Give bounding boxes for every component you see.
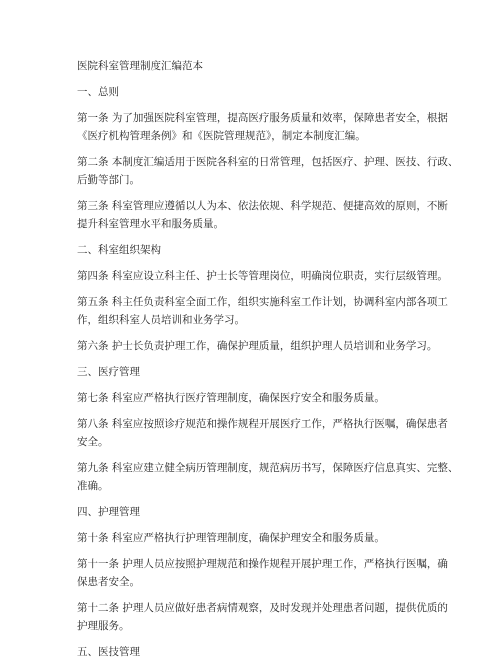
article-paragraph xyxy=(77,415,462,451)
article-paragraph xyxy=(77,293,462,329)
text-line: 第九条 科室应建立健全病历管理制度，规范病历书写，保障医疗信息真实、完整、 xyxy=(77,462,459,474)
article-paragraph xyxy=(77,109,462,145)
text-line: 第十二条 护理人员应做好患者病情观察，及时发现并处理患者问题，提供优质的 xyxy=(77,602,448,614)
document-title: 医院科室管理制度汇编范本 xyxy=(77,60,203,72)
section-heading xyxy=(77,363,462,381)
article-paragraph xyxy=(77,197,462,233)
text-line: 二、科室组织架构 xyxy=(77,244,161,256)
article-paragraph xyxy=(77,389,462,407)
text-line: 后勤等部门。 xyxy=(77,174,140,186)
text-line: 第三条 科室管理应遵循以人为本、依法依规、科学规范、便捷高效的原则，不断 xyxy=(77,200,448,212)
text-line: 第八条 科室应按照诊疗规范和操作规程开展医疗工作，严格执行医嘱，确保患者 xyxy=(77,418,448,430)
text-line: 保患者安全。 xyxy=(77,576,140,588)
text-line: 四、护理管理 xyxy=(77,506,140,518)
text-line: 作，组织科室人员培训和业务学习。 xyxy=(77,314,245,326)
article-paragraph xyxy=(77,529,462,547)
text-line: 第十一条 护理人员应按照护理规范和操作规程开展护理工作，严格执行医嘱，确 xyxy=(77,558,448,570)
section-heading xyxy=(77,83,462,101)
text-line: 一、总则 xyxy=(77,86,119,98)
text-line: 第五条 科主任负责科室全面工作，组织实施科室工作计划，协调科室内部各项工 xyxy=(77,296,448,308)
article-paragraph xyxy=(77,337,462,355)
section-heading xyxy=(77,503,462,521)
text-line: 第四条 科室应设立科主任、护士长等管理岗位，明确岗位职责，实行层级管理。 xyxy=(77,270,448,282)
section-heading xyxy=(77,643,462,661)
text-line: 提升科室管理水平和服务质量。 xyxy=(77,218,224,230)
text-line: 护理服务。 xyxy=(77,620,130,632)
text-line: 准确。 xyxy=(77,480,109,492)
article-paragraph xyxy=(77,459,462,495)
article-paragraph xyxy=(77,599,462,635)
text-line: 第六条 护士长负责护理工作，确保护理质量，组织护理人员培训和业务学习。 xyxy=(77,340,438,352)
article-paragraph xyxy=(77,555,462,591)
document-body xyxy=(77,83,462,661)
article-paragraph xyxy=(77,153,462,189)
section-heading xyxy=(77,241,462,259)
text-line: 第二条 本制度汇编适用于医院各科室的日常管理，包括医疗、护理、医技、行政、 xyxy=(77,156,459,168)
text-line: 安全。 xyxy=(77,436,109,448)
text-line: 五、医技管理 xyxy=(77,646,140,658)
text-line: 三、医疗管理 xyxy=(77,366,140,378)
text-line: 第一条 为了加强医院科室管理，提高医疗服务质量和效率，保障患者安全，根据 xyxy=(77,112,448,124)
text-line: 《医疗机构管理条例》和《医院管理规范》，制定本制度汇编。 xyxy=(77,130,366,142)
text-line: 第十条 科室应严格执行护理管理制度，确保护理安全和服务质量。 xyxy=(77,532,385,544)
article-paragraph xyxy=(77,267,462,285)
text-line: 第七条 科室应严格执行医疗管理制度，确保医疗安全和服务质量。 xyxy=(77,392,385,404)
